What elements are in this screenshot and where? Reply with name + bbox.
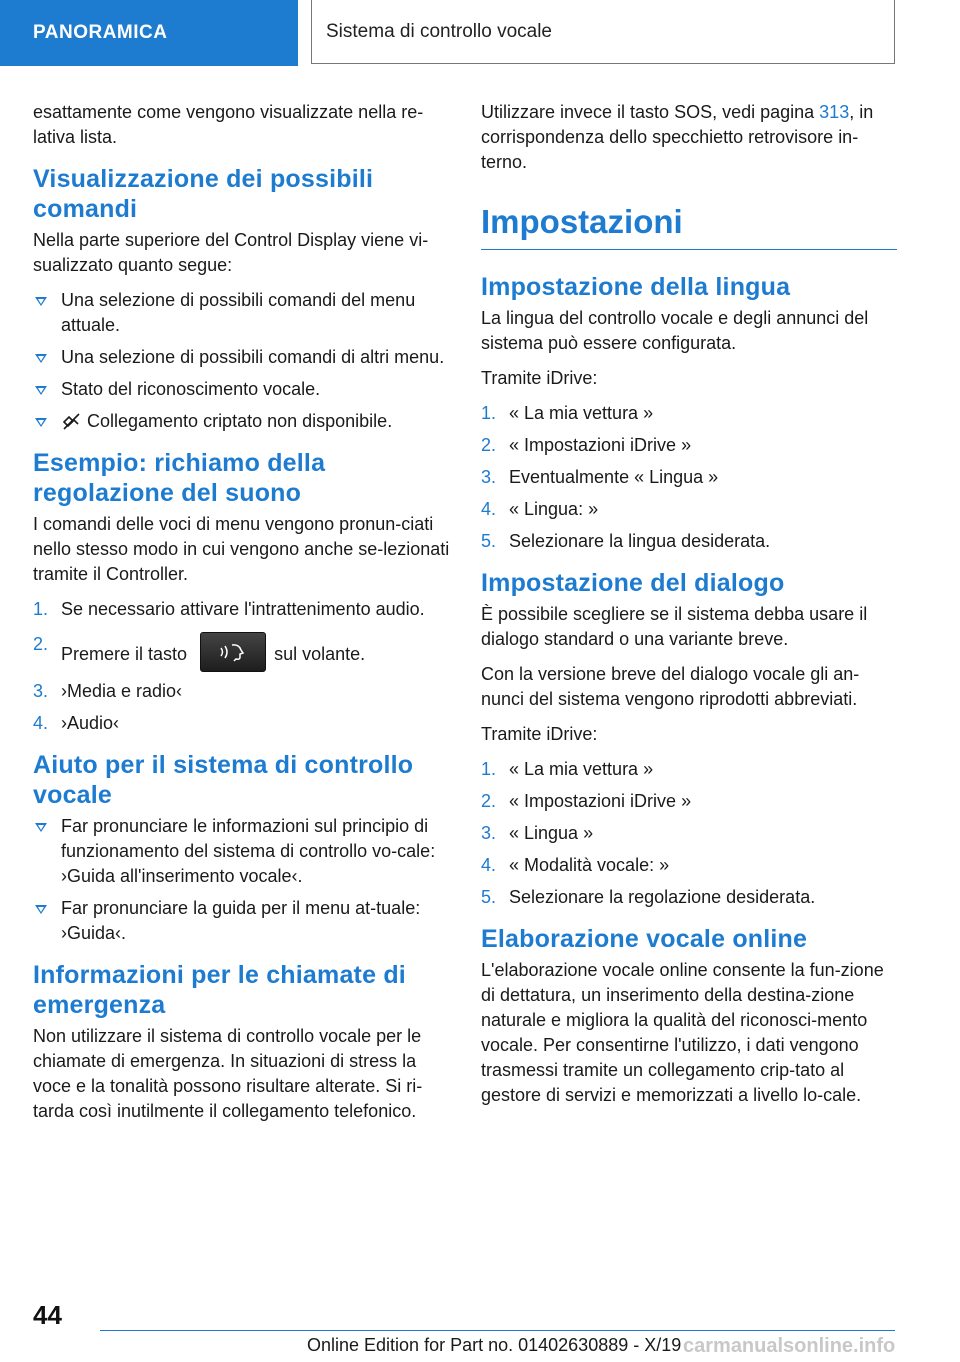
list-item: 3. Eventualmente « Lingua » <box>481 467 719 487</box>
dialog-steps <box>481 757 897 910</box>
voice-control-icon <box>219 642 247 662</box>
list-item: 5. Selezionare la regolazione desiderata. <box>481 887 816 907</box>
list-item: 5. Selezionare la lingua desiderata. <box>481 531 771 551</box>
possible-commands-text: Nella parte superiore del Control Display viene vi-sualizzato quanto segue: <box>33 230 429 275</box>
heading-emergency-calls: Informazioni per le chiamate di emergenza <box>33 961 406 1019</box>
section-tab[interactable]: PANORAMICA <box>0 0 298 66</box>
left-column <box>33 100 451 1134</box>
watermark: carmanualsonline.info <box>683 1335 896 1357</box>
list-item: 4. « Modalità vocale: » <box>481 855 670 875</box>
heading-dialog-setting: Impostazione del dialogo <box>481 569 785 597</box>
voice-button-image <box>200 632 266 672</box>
list-item: 1. « La mia vettura » <box>481 759 654 779</box>
bullet-triangle-icon <box>35 297 47 306</box>
heading-voice-help: Aiuto per il sistema di controllo vocale <box>33 751 414 809</box>
list-item: Far pronunciare le informazioni sul principio di funzionamento del sistema di controllo vo-cale: ›Guida all'inserimento vocale‹. <box>33 814 451 889</box>
list-item: 1. Se necessario attivare l'intrattenimento audio. <box>33 599 425 619</box>
list-item: 3. « Lingua » <box>481 823 594 843</box>
encryption-unavailable-icon <box>61 411 81 431</box>
left-intro: esattamente come vengono visualizzate nella re-lativa lista. <box>33 102 424 147</box>
language-setting-text: La lingua del controllo vocale e degli annunci del sistema può essere configurata. <box>481 308 869 353</box>
list-item: Una selezione di possibili comandi di altri menu. <box>33 345 451 370</box>
page-link[interactable]: 313 <box>819 102 850 122</box>
list-item: 3. ›Media e radio‹ <box>33 681 183 701</box>
heading-sound-example: Esempio: richiamo della regolazione del suono <box>33 449 326 507</box>
dialog-via-idrive: Tramite iDrive: <box>481 724 598 744</box>
list-item: 2. « Impostazioni iDrive » <box>481 435 692 455</box>
bullet-triangle-icon <box>35 905 47 914</box>
dialog-setting-text-1: È possibile scegliere se il sistema debba usare il dialogo standard o una variante breve. <box>481 604 868 649</box>
emergency-calls-text: Non utilizzare il sistema di controllo vocale per le chiamate di emergenza. In situazioni di stress la voce e la tonalità possono risultare alterate. Si ri-tarda così inutilmente il collegamento telefonico. <box>33 1026 423 1121</box>
dialog-setting-text-2: Con la versione breve del dialogo vocale gli an-nunci del sistema vengono riprodotti abbreviati. <box>481 664 860 709</box>
right-column <box>481 100 897 1118</box>
list-item: Far pronunciare la guida per il menu at-tuale: ›Guida‹. <box>33 896 451 946</box>
sound-example-text: I comandi delle voci di menu vengono pronun-ciati nello stesso modo in cui vengono anche se-lezionati tramite il Controller. <box>33 514 450 584</box>
heading-settings: Impostazioni <box>481 201 897 250</box>
heading-online-voice: Elaborazione vocale online <box>481 925 808 953</box>
page-number: 44 <box>33 1300 62 1330</box>
heading-possible-commands: Visualizzazione dei possibili comandi <box>33 165 374 223</box>
bullet-triangle-icon <box>35 386 47 395</box>
right-intro: Utilizzare invece il tasto SOS, vedi pagina 313, in corrispondenza dello specchietto retrovisore in-terno. <box>481 102 874 172</box>
list-item: 4. ›Audio‹ <box>33 713 120 733</box>
heading-language-setting: Impostazione della lingua <box>481 273 791 301</box>
list-item: 2. Premere il tasto sul volante. <box>33 632 451 672</box>
possible-commands-list <box>33 288 451 434</box>
list-item: Stato del riconoscimento vocale. <box>33 377 451 402</box>
list-item: 1. « La mia vettura » <box>481 403 654 423</box>
language-via-idrive: Tramite iDrive: <box>481 368 598 388</box>
bullet-triangle-icon <box>35 354 47 363</box>
bullet-triangle-icon <box>35 418 47 427</box>
page-header <box>0 0 960 66</box>
sound-example-steps <box>33 597 451 736</box>
list-item: Collegamento criptato non disponibile. <box>33 409 451 434</box>
list-item: 2. « Impostazioni iDrive » <box>481 791 692 811</box>
list-item: 4. « Lingua: » <box>481 499 599 519</box>
language-steps <box>481 401 897 554</box>
chapter-title: Sistema di controllo vocale <box>311 0 895 64</box>
bullet-triangle-icon <box>35 823 47 832</box>
online-voice-text: L'elaborazione vocale online consente la fun-zione di dettatura, un inserimento della destina-zione naturale e migliora la qualità del riconosci-mento vocale. Per consentirne l'utilizzo, i dati vengono trasmessi tramite un collegamento crip-tato al gestore di servizi e memorizzati a livello lo-cale. <box>481 960 884 1105</box>
voice-help-list <box>33 814 451 946</box>
footer-divider <box>100 1330 895 1331</box>
edition-note: Online Edition for Part no. 01402630889 - X/19 <box>307 1335 682 1355</box>
list-item: Una selezione di possibili comandi del menu attuale. <box>33 288 451 338</box>
